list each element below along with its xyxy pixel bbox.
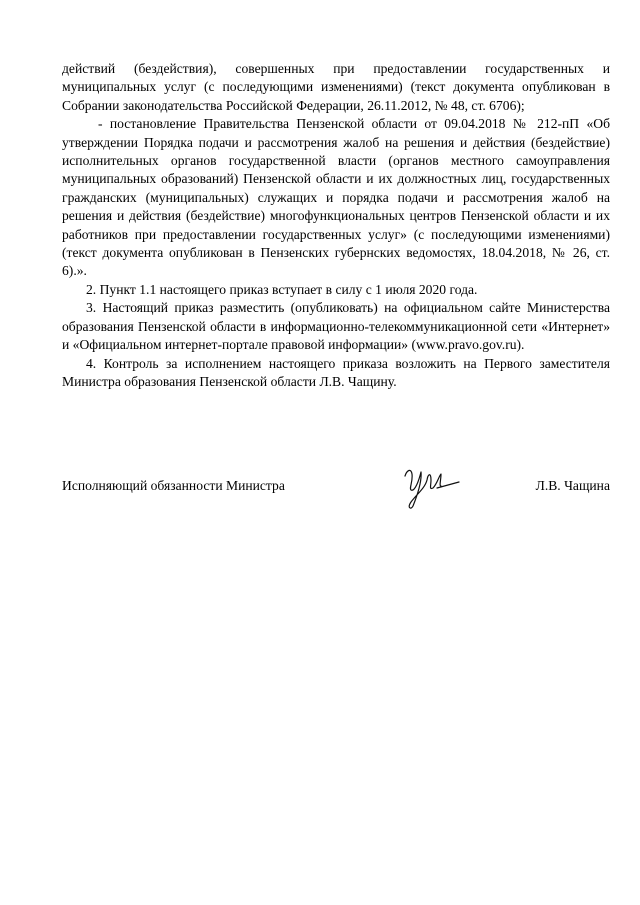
paragraph-decree: - постановление Правительства Пензенской области от 09.04.2018 № 212-пП «Об утверждении Порядка подачи и рассмотрения жалоб на решения и действия (бездействие) исполнительных органов государственной власти (органов местного самоуправления муниципальных образований) Пензенской области и их должностных лиц, государственных гражданских (муниципальных) служащих и порядка подачи и рассмотрения жалоб на решения и действия (бездействие) многофункциональных центров Пензенской области и их работников при предоставлении государственных услуг» (с последующими изменениями) (текст документа опубликован в Пензенских губернских ведомостях, 18.04.2018, № 26, ст. 6).». <box>62 116 610 279</box>
signatory-position: Исполняющий обязанности Министра <box>62 478 285 493</box>
paragraph-continuation: действий (бездействия), совершенных при предоставлении государственных и муниципальных услуг (с последующими изменениями) (текст документа опубликован в Собрании законодательства Российской Федерации, 26.11.2012, № 48, ст. 6706); <box>62 61 610 113</box>
document-body <box>62 60 610 391</box>
paragraph-item-4: 4. Контроль за исполнением настоящего приказа возложить на Первого заместителя Министра образования Пензенской области Л.В. Чащину. <box>62 355 610 389</box>
paragraph-item-2: 2. Пункт 1.1 настоящего приказ вступает в силу с 1 июля 2020 года. <box>86 281 478 297</box>
paragraph-item-3: 3. Настоящий приказ разместить (опубликовать) на официальном сайте Министерства образования Пензенской области в информационно-телекоммуникационной сети «Интернет» и «Официальном интернет-портале правовой информации» (www.pravo.gov.ru). <box>62 300 610 353</box>
handwritten-signature <box>397 462 467 510</box>
signatory-name: Л.В. Чащина <box>535 478 610 493</box>
signature-block <box>62 472 610 512</box>
